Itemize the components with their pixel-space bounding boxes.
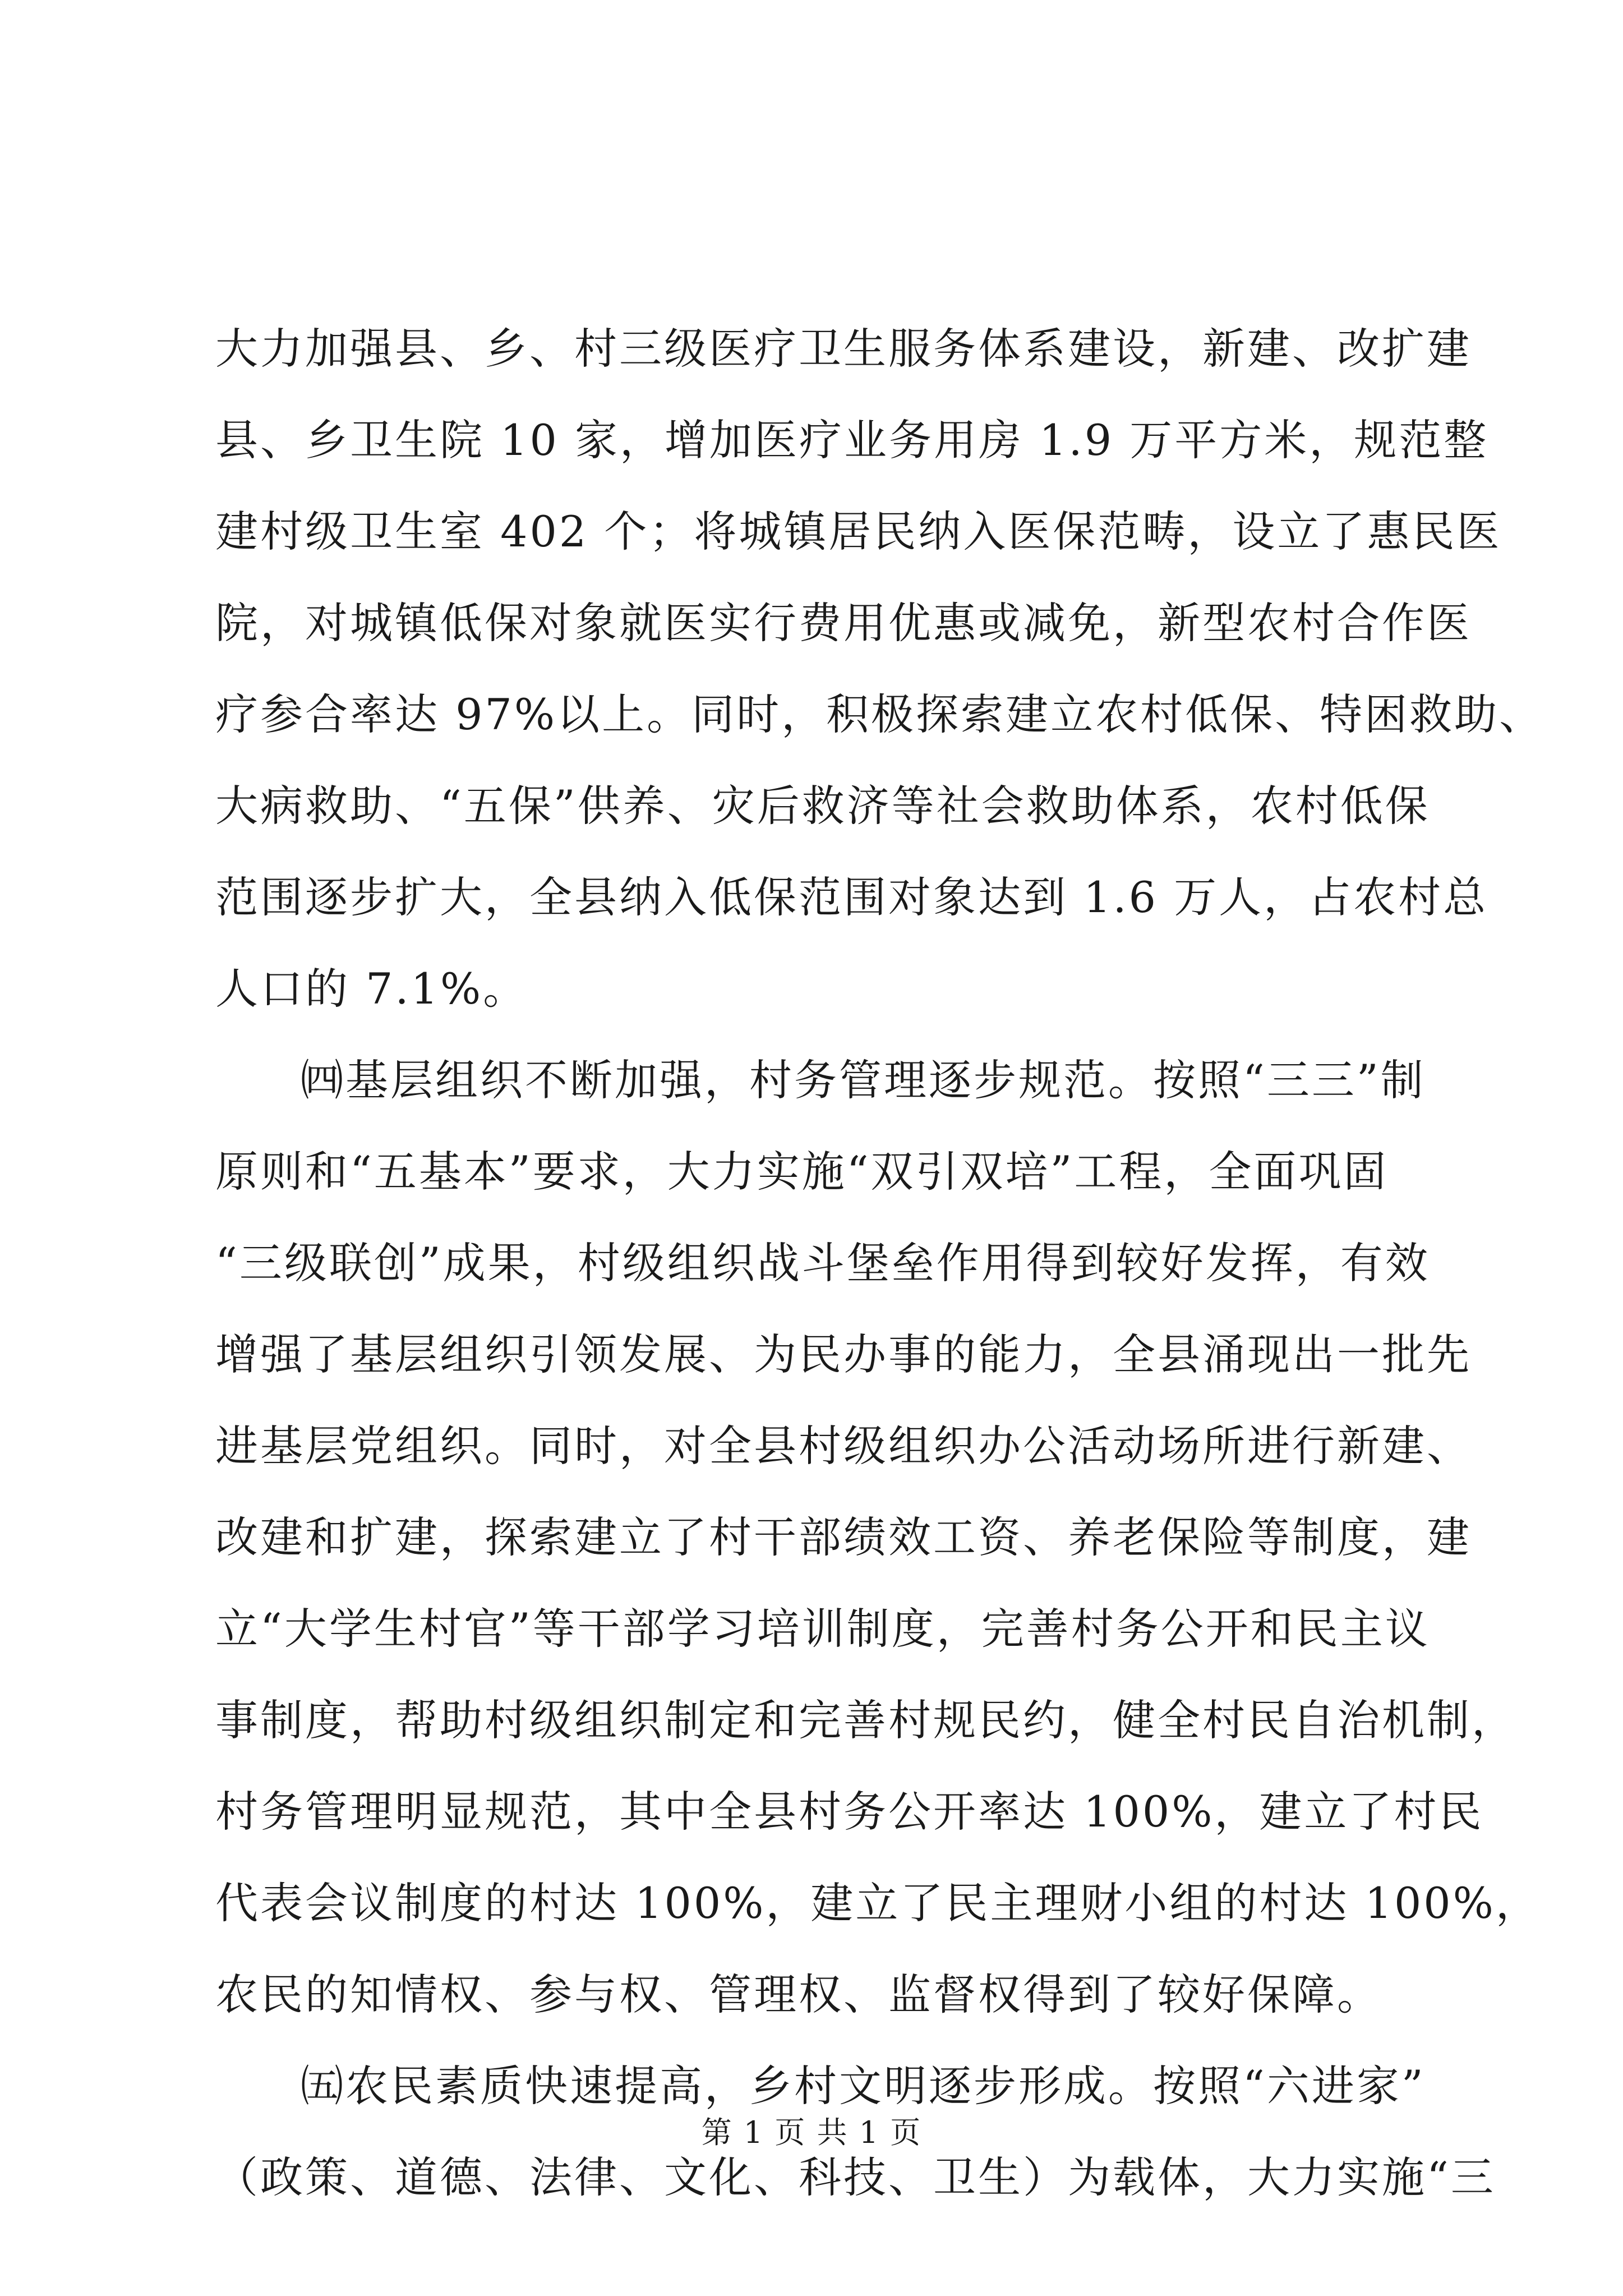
- text-line: 农民的知情权、参与权、管理权、监督权得到了较好保障。: [215, 1970, 1382, 2019]
- text-line: 村务管理明显规范，其中全县村务公开率达 100%，建立了村民: [215, 1787, 1484, 1837]
- text-line: “三级联创”成果，村级组织战斗堡垒作用得到较好发挥，有效: [215, 1238, 1430, 1288]
- paragraph-heading-line: ㈣基层组织不断加强，村务管理逐步规范。按照“三三”制: [301, 1055, 1426, 1105]
- text-line: 事制度，帮助村级组织制定和完善村规民约，健全村民自治机制，: [215, 1695, 1516, 1745]
- text-line: 增强了基层组织引领发展、为民办事的能力，全县涌现出一批先: [215, 1329, 1472, 1379]
- document-body: [215, 303, 1544, 2223]
- text-line: 县、乡卫生院 10 家，增加医疗业务用房 1.9 万平方米，规范整: [215, 415, 1489, 465]
- text-line: 范围逐步扩大，全县纳入低保范围对象达到 1.6 万人，占农村总: [215, 872, 1488, 922]
- text-line: （政策、道德、法律、文化、科技、卫生）为载体，大力实施“三: [215, 2152, 1496, 2202]
- text-line: 疗参合率达 97%以上。同时，积极探索建立农村低保、特困救助、: [215, 689, 1544, 739]
- text-line: 人口的 7.1%。: [215, 964, 528, 1014]
- text-line: 代表会议制度的村达 100%，建立了民主理财小组的村达 100%，: [215, 1878, 1541, 1928]
- text-line: 进基层党组织。同时，对全县村级组织办公活动场所进行新建、: [215, 1421, 1472, 1471]
- text-line: 建村级卫生室 402 个；将城镇居民纳入医保范畴，设立了惠民医: [215, 507, 1502, 556]
- paragraph-heading-line: ㈤农民素质快速提高，乡村文明逐步形成。按照“六进家”: [301, 2061, 1426, 2111]
- text-line: 院，对城镇低保对象就医实行费用优惠或减免，新型农村合作医: [215, 598, 1472, 648]
- text-line: 立“大学生村官”等干部学习培训制度，完善村务公开和民主议: [215, 1604, 1430, 1654]
- page-footer: 第 1 页 共 1 页: [701, 2115, 922, 2150]
- text-line: 原则和“五基本”要求，大力实施“双引双培”工程，全面巩固: [215, 1147, 1389, 1197]
- text-line: 改建和扩建，探索建立了村干部绩效工资、养老保险等制度，建: [215, 1512, 1472, 1562]
- text-line: 大病救助、“五保”供养、灾后救济等社会救助体系，农村低保: [215, 781, 1430, 831]
- text-line: 大力加强县、乡、村三级医疗卫生服务体系建设，新建、改扩建: [215, 324, 1472, 374]
